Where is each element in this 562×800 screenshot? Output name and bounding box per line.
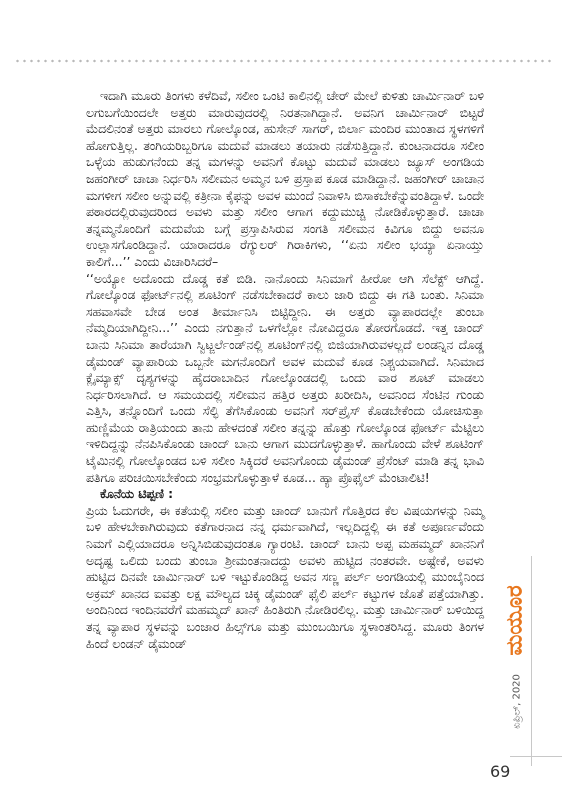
page-number-rule [510,756,562,757]
paragraph-1: ಇದಾಗಿ ಮೂರು ತಿಂಗಳು ಕಳೆದಿವೆ, ಸಲೀಂ ಒಂಟಿ ಕಾಲಿನಲ್ಲಿ ಚೇರ್ ಮೇಲೆ ಕುಳಿತು ಚಾರ್ಮಿನಾರ್ ಬಳಿ ಲಗುಬಗೆಯಿಂದಲೇ ಅತ್ತರು ಮಾರುವುದರಲ್ಲಿ ನಿರತನಾಗಿದ್ದಾನೆ. ಅವನಿಗ ಚಾರ್ಮಿನಾರ್ ಬಿಟ್ಟರೆ ಮೆದಲಿನಂತೆ ಅತ್ತರು ಮಾರಲು ಗೋಲ್ಕೊಂಡ, ಹುಸೇನ್ ಸಾಗರ್, ಬಿರ್ಲಾ ಮಂದಿರ ಮುಂತಾದ ಸ್ಥಳಗಳಿಗೆ ಹೋಗುತ್ತಿಲ್ಲ. ತಂಗಿಯರಿಬ್ಬರಿಗೂ ಮದುವೆ ಮಾಡಲು ತಯಾರು ನಡೆಸುತ್ತಿದ್ದಾನೆ. ಕುಂಟನಾದರೂ ಸಲೀಂ ಒಳ್ಳೆಯ ಹುಡುಗನೆಂದು ತನ್ನ ಮಗಳನ್ನು ಅವನಿಗೆ ಕೊಟ್ಟು ಮದುವೆ ಮಾಡಲು ಜ್ಯೂಸ್ ಅಂಗಡಿಯ ಜಹಂಗೀರ್ ಚಾಚಾ ನಿರ್ಧರಿಸಿ ಸಲೀಮನ ಅಮ್ಮನ ಬಳಿ ಪ್ರಸ್ತಾಪ ಕೂಡ ಮಾಡಿದ್ದಾನೆ. ಜಹಂಗೀರ್ ಚಾಚಾನ ಮಗಳೀಗ ಸಲೀಂ ಅನ್ನುವಲ್ಲಿ ಕತ್ರೀನಾ ಕೈಫನ್ನು ಅವಳ ಮುಂದೆ ನಿವಾಳಿಸಿ ಬಿಸಾಕಬೇಕೆನ್ನುವಂತಿದ್ದಾಳೆ. ಒಂದೇ ಪಠಾರದಲ್ಲಿರುವುದರಿಂದ ಅವಳು ಮತ್ತು ಸಲೀಂ ಆಗಾಗ ಕದ್ದುಮುಚ್ಚಿ ನೋಡಿಕೊಳ್ಳುತ್ತಾರೆ. ಚಾಚಾ ತನ್ನಮ್ಮನೊಂದಿಗೆ ಮದುವೆಯ ಬಗ್ಗೆ ಪ್ರಸ್ತಾಪಿಸಿರುವ ಸಂಗತಿ ಸಲೀಮನ ಕಿವಿಗೂ ಬಿದ್ದು ಅವನೂ ಉಲ್ಲಾಸಗೊಂಡಿದ್ದಾನೆ. ಯಾರಾದರೂ ರೆಗ್ಯುಲರ್ ಗಿರಾಕಿಗಳು, ‘‘ಏನು ಸಲೀಂ ಭಯ್ಯಾ ಏನಾಯ್ತು ಕಾಲಿಗೆ...’’ ಎಂದು ವಿಚಾರಿಸಿದರೆ– [86,89,484,269]
section-heading: ಕೊನೆಯ ಟಿಪ್ಪಣಿ : [100,487,174,502]
paragraph-2: ‘‘ಅಯ್ಯೋ ಅದೊಂದು ದೊಡ್ಡ ಕತೆ ಬಿಡಿ. ನಾನೊಂದು ಸಿನಿಮಾಗೆ ಹೀರೋ ಆಗಿ ಸೆಲೆಕ್ಟ್ ಆಗಿದ್ದೆ. ಗೋಲ್ಕೊಂಡ ಫೋರ್ಟ್‌ನಲ್ಲಿ ಶೂಟಿಂಗ್ ನಡೆಸಬೇಕಾದರೆ ಕಾಲು ಜಾರಿ ಬಿದ್ದು ಈ ಗತಿ ಬಂತು. ಸಿನಿಮಾ ಸಹವಾಸವೇ ಬೇಡ ಅಂತ ತೀರ್ಮಾನಿಸಿ ಬಿಟ್ಟಿದ್ದೀನಿ. ಈ ಅತ್ತರು ವ್ಯಾಪಾರದಲ್ಲೇ ತುಂಬಾ ನೆಮ್ಮದಿಯಾಗಿದ್ದೀನಿ...’’ ಎಂದು ನಗುತ್ತಾನೆ ಒಳಗೆಲ್ಲೋ ನೋವಿದ್ದರೂ ತೋರಗೊಡದೆ. ಇತ್ತ ಚಾಂದ್ ಬಾನು ಸಿನಿಮಾ ತಾರೆಯಾಗಿ ಸ್ವಿಟ್ಜರ್ಲೆಂಡ್‌ನಲ್ಲಿ ಶೂಟಿಂಗ್‌ನಲ್ಲಿ ಬಿಜಿಯಾಗಿರುವಳಲ್ಲದೆ ಲಂಡನ್ನಿನ ದೊಡ್ಡ ಡೈಮಂಡ್ ವ್ಯಾಪಾರಿಯ ಒಬ್ಬನೇ ಮಗನೊಂದಿಗೆ ಅವಳ ಮದುವೆ ಕೂಡ ನಿಶ್ಚಯವಾಗಿದೆ. ಸಿನಿಮಾದ ಕ್ಲೈಮ್ಯಾಕ್ಸ್ ದೃಶ್ಯಗಳನ್ನು ಹೈದರಾಬಾದಿನ ಗೋಲ್ಕೊಂಡದಲ್ಲಿ ಒಂದು ವಾರ ಶೂಟ್ ಮಾಡಲು ನಿರ್ಧರಿಸಲಾಗಿದೆ. ಆ ಸಮಯದಲ್ಲಿ ಸಲೀಮನ ಹತ್ತಿರ ಅತ್ತರು ಖರೀದಿಸಿ, ಅವನಿಂದ ಸೆಂಟಿನ ಗುಂಡು ಎತ್ತಿಸಿ, ತನ್ನೊಂದಿಗೆ ಒಂದು ಸೆಲ್ಫಿ ತೆಗೆಸಿಕೊಂಡು ಅವನಿಗೆ ಸರ್‌ಪ್ರೈಸ್ ಕೊಡಬೇಕೆಂದು ಯೋಚಿಸುತ್ತಾ ಹುಣ್ಣಿಮೆಯ ರಾತ್ರಿಯಂದು ತಾನು ಹೇಳದಂತೆ ಸಲೀಂ ತನ್ನನ್ನು ಹೊತ್ತು ಗೋಲ್ಕೊಂಡ ಫೋರ್ಟ್ ಮೆಟ್ಟಿಲು ಇಳಿದಿದ್ದನ್ನು ನೆನಪಿಸಿಕೊಂಡು ಚಾಂದ್ ಬಾನು ಆಗಾಗ ಮುದಗೊಳ್ಳುತ್ತಾಳೆ. ಹಾಗೊಂದು ವೇಳೆ ಶೂಟಿಂಗ್ ಟೈಮಿನಲ್ಲಿ ಗೋಲ್ಕೊಂಡದ ಬಳಿ ಸಲೀಂ ಸಿಕ್ಕಿದರೆ ಅವನಿಗೊಂದು ಡೈಮಂಡ್ ಪ್ರೆಸೆಂಟ್ ಮಾಡಿ ತನ್ನ ಭಾವಿ ಪತಿಗೂ ಪರಿಚಯಿಸಬೇಕೆಂದು ಸಂಭ್ರಮಗೊಳ್ಳುತ್ತಾಳೆ ಕೂಡ... ಹ್ಯಾ ಪ್ರೊಫೈಲ್ ಮೆಂಟಾಲಿಟಿ! [86,271,484,485]
closing-paragraph: ಪ್ರಿಯ ಓದುಗರೇ, ಈ ಕತೆಯಲ್ಲಿ ಸಲೀಂ ಮತ್ತು ಚಾಂದ್ ಬಾನುಗೆ ಗೊತ್ತಿರದ ಕೆಲ ವಿಷಯಗಳನ್ನು ನಿಮ್ಮ ಬಳಿ ಹೇಳಬೇಕಾಗಿರುವುದು ಕತೆಗಾರನಾದ ನನ್ನ ಧರ್ಮವಾಗಿದೆ, ಇಲ್ಲದಿದ್ದಲ್ಲಿ ಈ ಕತೆ ಅಪೂರ್ಣವೆಂದು ನಿಮಗೆ ಎಲ್ಲಿಯಾದರೂ ಅನ್ನಿಸಿಬಿಡುವುದಂತೂ ಗ್ಯಾರಂಟಿ. ಚಾಂದ್ ಬಾನು ಅಪ್ಪ ಮಹಮ್ಮದ್ ಖಾನನಿಗೆ ಅದೃಷ್ಟ ಒಲಿದು ಬಂದು ತುಂಬಾ ಶ್ರೀಮಂತನಾದದ್ದು ಅವಳು ಹುಟ್ಟಿದ ನಂತರವೇ. ಅಷ್ಟೇಕೆ, ಅವಳು ಹುಟ್ಟಿದ ದಿನವೇ ಚಾರ್ಮಿನಾರ್ ಬಳಿ ಇಟ್ಟುಕೊಂಡಿದ್ದ ಅವನ ಸಣ್ಣ ಪರ್ಲ್ ಅಂಗಡಿಯಲ್ಲಿ ಮುಂಬೈನಿಂದ ಅಕ್ರಮ್ ಖಾನದ ಐವತ್ತು ಲಕ್ಷ ಮೌಲ್ಯದ ಚಿಕ್ಕ ಡೈಮಂಡ್ ಫೈಲಿ ಪರ್ಲ್ ಕಟ್ಟುಗಳ ಜೊತೆ ಪತ್ತೆಯಾಗಿತ್ತು. ಅಂದಿನಿಂದ ಇಂದಿನವರೆಗೆ ಮಹಮ್ಮದ್ ಖಾನ್ ಹಿಂತಿರುಗಿ ನೋಡಿರಲಿಲ್ಲ. ಮತ್ತು ಚಾರ್ಮಿನಾರ್ ಬಳಿಯಿದ್ದ ತನ್ನ ವ್ಯಾಪಾರ ಸ್ಥಳವನ್ನು ಬಂಜಾರ ಹಿಲ್ಸ್‌ಗೂ ಮತ್ತು ಮುಂಬಯಿಗೂ ಸ್ಥಳಾಂತರಿಸಿದ್ದ. ಮೂರು ತಿಂಗಳ ಹಿಂದೆ ಲಂಡನ್ ಡೈಮಂಡ್ [86,503,484,651]
article-body [86,88,484,652]
issue-date: ಏಪ್ರಿಲ್, 2020 [511,674,523,729]
magazine-name: ಮಯೂರ [502,585,528,656]
side-rule [531,556,532,766]
dotted-rule [14,58,554,64]
side-banner [496,556,532,766]
page-number: 69 [490,762,511,781]
